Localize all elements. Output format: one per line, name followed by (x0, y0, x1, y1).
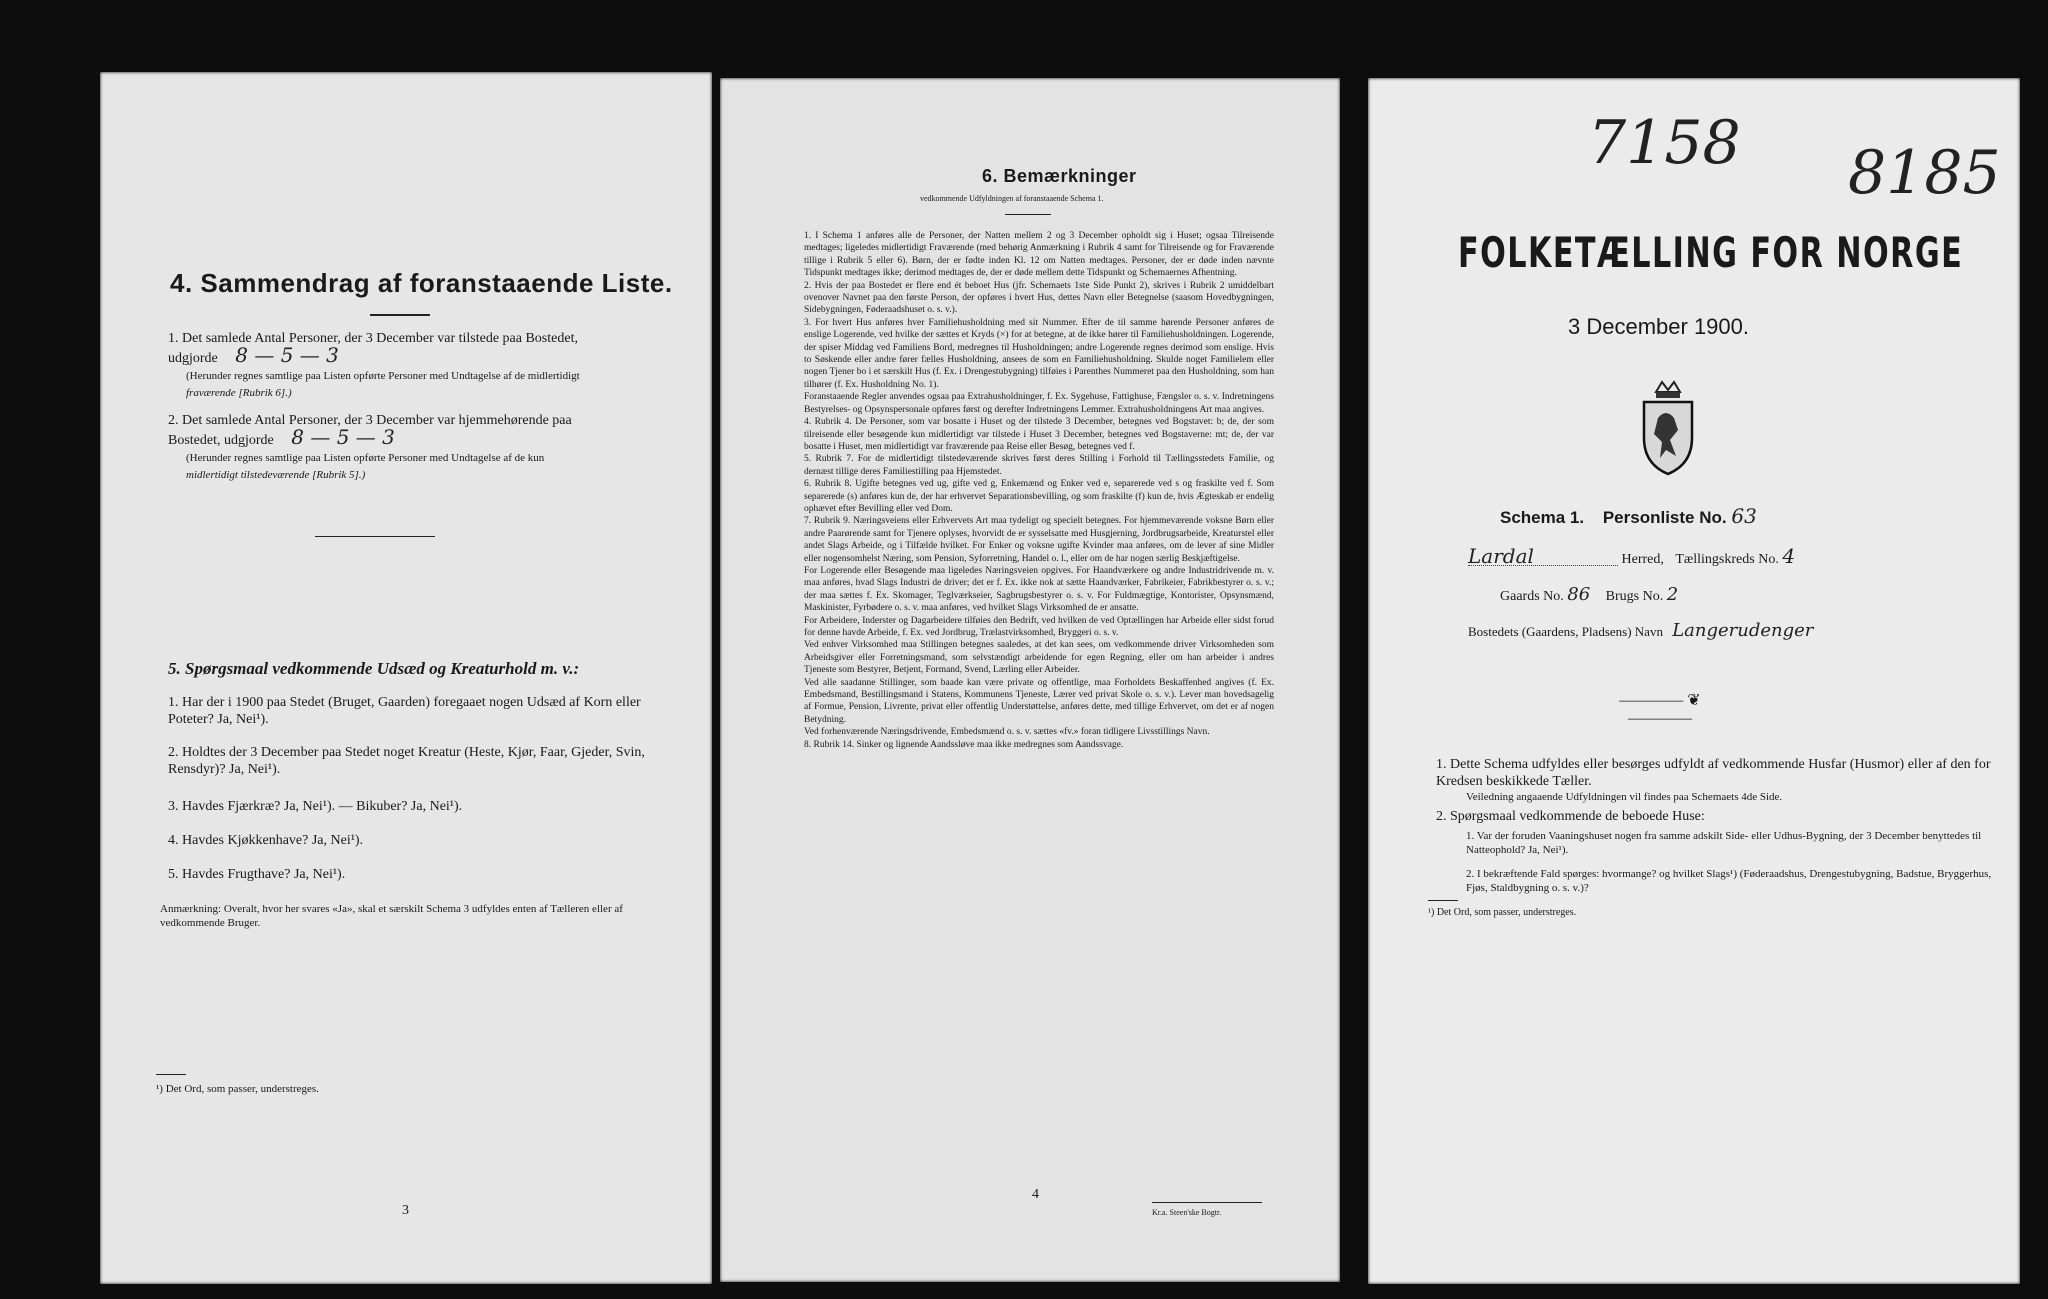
item1-handwritten: 8 — 5 — 3 (235, 343, 339, 367)
item2-note2: midlertidigt tilstedeværende [Rubrik 5].) (186, 469, 366, 481)
left-remark: Anmærkning: Overalt, hvor her svares «Ja», skal et særskilt Schema 3 udfyldes enten af Tælleren eller af vedkommende Bruger. (160, 903, 623, 929)
remark-4: 4. Rubrik 4. De Personer, som var bosatte i Huset og der tilstede 3 December, betegnes ved Bogstavet: b; de, der som tilreisende eller besøgende kun midlertidigt var tilstede i Huset 3 December, betegnes ved Bogstaverne: mt; de, der var bosatte i Huset, men midlertidigt var fraværende paa Reise eller Besøg, betegnes ved f. (804, 417, 1274, 452)
section6-title: 6. Bemærkninger (982, 166, 1137, 186)
remark-3b: Foranstaaende Regler anvendes ogsaa paa Extrahusholdninger, f. Ex. Sygehuse, Fattighuse, Fængsler o. s. v. Indretningens Bestyrelses- og Opsynspersonale opføres først og derefter Indretningens Lemmer. Extrahusholdningens Art maa angives. (804, 392, 1274, 415)
item1-note2: fraværende [Rubrik 6].) (186, 387, 292, 399)
q3: 3. Havdes Fjærkræ? Ja, Nei¹). — Bikuber? Ja, Nei¹). (168, 799, 463, 814)
q5: 5. Havdes Frugthave? Ja, Nei¹). (168, 867, 346, 882)
printer-rule (1152, 1202, 1262, 1203)
remark-6: 6. Rubrik 8. Ugifte betegnes ved ug, gifte ved g, Enkemænd og Enker ved e, separerede ved s og fraskilte ved f. Som separerede (s) anføres kun de, der har erhvervet Separationsbevilling, og som fraskilte (f) kun de, hvis Ægteskab er endelig ophævet efter Bevilling eller ved Dom. (804, 479, 1274, 514)
section4-item1 (168, 330, 678, 401)
instr-2-1: 1. Var der foruden Vaaningshuset nogen fra samme adskilt Side- eller Udhus-Bygning, der 3 December benyttedes til Natteophold? Ja, Nei¹). (1466, 830, 1982, 856)
remark-7f: Ved forhenværende Næringsdrivende, Embedsmænd o. s. v. sættes «fv.» foran tidligere Livsstillings Navn. (804, 727, 1210, 738)
instr-1-note: Veiledning angaaende Udfyldningen vil findes paa Schemaets 4de Side. (1466, 791, 1783, 803)
instr-2: 2. Spørgsmaal vedkommende de beboede Huse: (1436, 809, 1705, 824)
main-title: FOLKETÆLLING FOR NORGE (1458, 228, 1964, 277)
section5-title: 5. Spørgsmaal vedkommende Udsæd og Kreaturhold m. v.: (168, 659, 580, 678)
section5-list (168, 694, 688, 900)
census-date: 3 December 1900. (1568, 314, 1749, 339)
remark-1: 1. I Schema 1 anføres alle de Personer, der Natten mellem 2 og 3 December opholdt sig i Huset; ogsaa Tilreisende medtages; ligeledes midlertidigt Fraværende (med behørig Anmærkning i Rubrik 4 samt for Tilreisende og for Fraværende tillige i Rubrik 5 eller 6). Børn, der er fødte inden Kl. 12 om Natten medtages. Personer, der er døde inden nævnte Tidspunkt medtages ikke; derimod medtages de, der er døde mellem dette Tidspunkt og Schemaernes Afhentning. (804, 231, 1274, 279)
schema-line: Schema 1. Personliste No. 63 (1500, 504, 1757, 528)
right-footnote: ¹) Det Ord, som passer, understreges. (1428, 907, 1577, 918)
handwritten-number-1: 7158 (1588, 108, 1741, 178)
footnote-rule (1428, 900, 1458, 901)
item2-text: 2. Det samlede Antal Personer, der 3 December var hjemmehørende paa (168, 413, 572, 428)
remark-8: 8. Rubrik 14. Sinker og lignende Aandssløve maa ikke medregnes som Aandssvage. (804, 739, 1124, 750)
bosted-line: Bostedets (Gaardens, Pladsens) Navn Langerudenger (1468, 620, 1814, 641)
remark-7: 7. Rubrik 9. Næringsveiens eller Erhvervets Art maa tydeligt og specielt betegnes. For hjemmeværende voksne Børn eller andre Paarørende samt for Tjenere oplyses, hvorvidt de er sysselsatte med Husgjerning, Jordbrugsarbeide, Kreaturstel eller andet Slags Arbeide, og i Tilfælde hvilket. For Enker og voksne ugifte Kvinder maa anføres, om de lever af sine Midler eller nogensomhelst Næring, som Pension, Syforretning, Handel o. l., eller om de har nogen særlig Beskjæftigelse. (804, 516, 1274, 564)
remark-2: 2. Hvis der paa Bostedet er flere end ét beboet Hus (jfr. Schemaets 1ste Side Punkt 2), skrives i Rubrik 2 umiddelbart ovenover Navnet paa den første Person, der opføres i hvert Hus, dettes Navn eller Betegnelse (saasom Hovedbygningen, Sidebygningen, Føderaadshuset o. s. v.). (804, 280, 1274, 316)
remark-3: 3. For hvert Hus anføres hver Familiehusholdning med sit Nummer. Efter de til samme hørende Personer anføres de enslige Logerende, ved hvilke der sættes et Kryds (×) for at betegne, at de ikke hører til Familiehusholdningen. Logerende, der spiser Middag ved Familiens Bord, medregnes til Husholdningen; andre Logerende regnes derimod som enslige. Hvis to Søskende eller andre fører fælles Husholdning, ansees de som en Familiehusholdning. Skulde noget Familielem eller nogen Tjener bo i et særskilt Hus (f. Ex. i Drengestubygning) tilføies i Parenthes Nummeret paa den Husholdning, som han tilhører (f. Ex. Husholdning No. 1). (804, 317, 1274, 390)
remark-7d: Ved enhver Virksomhed maa Stillingen betegnes saaledes, at det kan sees, om vedkommende driver Virksomheden som Arbeidsgiver eller Forretningsmand, som selvstændigt arbeidende for egen Regning, eller om han arbeider i andres Tjeneste som Bestyrer, Betjent, Formand, Svend, Lærling eller Arbeider. (804, 640, 1274, 676)
section6-subtitle: vedkommende Udfyldningen af foranstaaende Schema 1. (920, 194, 1104, 203)
page-left (100, 72, 712, 1284)
instructions (1436, 756, 1996, 895)
page-number-left: 3 (402, 1203, 409, 1218)
item2-label: Bostedet, udgjorde (168, 433, 274, 448)
remarks-list (804, 230, 1274, 751)
section4-title: 4. Sammendrag af foranstaaende Liste. (170, 268, 673, 298)
item1-label: udgjorde (168, 351, 218, 366)
item2-note: (Herunder regnes samtlige paa Listen opførte Personer med Undtagelse af de kun (186, 452, 545, 464)
item2-handwritten: 8 — 5 — 3 (291, 425, 395, 449)
ornament-divider: ———— ❦ ———— (1619, 692, 1701, 727)
remark-7e: Ved alle saadanne Stillinger, som baade kan være private og offentlige, maa Forholdets Beskaffenhed angives (f. Ex. Embedsmand, Bestillingsmand i Statens, Kommunens Tjeneste, Lærer ved privat Skole o. s. v.). Lever man hovedsagelig af Formue, Pension, Livrente, privat eller offentlig Understøttelse, anføres dette, med tillige Erhvervet, om det er af nogen Betydning. (804, 677, 1274, 725)
instr-1: 1. Dette Schema udfyldes eller besørges udfyldt af vedkommende Husfar (Husmor) eller af den for Kredsen beskikkede Tæller. (1436, 757, 1991, 789)
section4-item2 (168, 412, 678, 483)
page-right (1368, 78, 2020, 1284)
herred-line: Lardal Herred, Tællingskreds No. 4 (1468, 544, 1796, 568)
remark-7b: For Logerende eller Besøgende maa ligeledes Næringsveien opgives. For Haandværkere og andre Industridrivende m. v. maa anføres, hvad Slags Industri de driver; det er f. Ex. ikke nok at sætte Haandværker, Fabrikeier, Fabrikbestyrer o. s. v.; der maa sættes f. Ex. Skomager, Teglværkseier, Sagbrugsbestyrer o. s. v. For Fuldmægtige, Kontorister, Opsynsmænd, Maskinister, Fyrbødere o. s. v. maa anføres, ved hvilket Slags Virksomhed de er ansatte. (804, 565, 1274, 614)
divider (370, 314, 430, 316)
page-number-mid: 4 (1032, 1187, 1039, 1202)
printer-credit: Kr.a. Steen'ske Bogtr. (1152, 1208, 1222, 1217)
gaards-line: Gaards No. 86 Brugs No. 2 (1500, 584, 1679, 605)
page-middle (720, 78, 1340, 1282)
left-footnote: ¹) Det Ord, som passer, understreges. (156, 1083, 319, 1095)
coat-of-arms-icon (1638, 378, 1698, 478)
q1: 1. Har der i 1900 paa Stedet (Bruget, Gaarden) foregaaet nogen Udsæd af Korn eller Poteter? Ja, Nei¹). (168, 695, 641, 727)
instr-2-2: 2. I bekræftende Fald spørges: hvormange? og hvilket Slags¹) (Føderaadshus, Drengestubygning, Badstue, Bryggerhus, Fjøs, Staldbygning o. s. v.)? (1466, 868, 1992, 894)
remark-7c: For Arbeidere, Inderster og Dagarbeidere tilføies den Bedrift, ved hvilken de ved Optællingen har Arbeide eller sidst forud for denne havde Arbeide, f. Ex. ved Jordbrug, Trælastvirksomhed, Bryggeri o. s. v. (804, 615, 1274, 638)
footnote-rule (156, 1074, 186, 1075)
item1-note: (Herunder regnes samtlige paa Listen opførte Personer med Undtagelse af de midlertidigt (186, 370, 580, 382)
remark-5: 5. Rubrik 7. For de midlertidigt tilstedeværende skrives først deres Stilling i Forhold til Tællingsstedets Familie, og dernæst tillige deres Familiestilling paa Hjemstedet. (804, 454, 1274, 477)
handwritten-number-2: 8185 (1848, 138, 2001, 208)
item1-text: 1. Det samlede Antal Personer, der 3 December var tilstede paa Bostedet, (168, 331, 578, 346)
q2: 2. Holdtes der 3 December paa Stedet noget Kreatur (Heste, Kjør, Faar, Gjeder, Svin, Rensdyr)? Ja, Nei¹). (168, 745, 645, 777)
q4: 4. Havdes Kjøkkenhave? Ja, Nei¹). (168, 833, 364, 848)
divider (315, 536, 435, 537)
divider (1005, 214, 1051, 215)
